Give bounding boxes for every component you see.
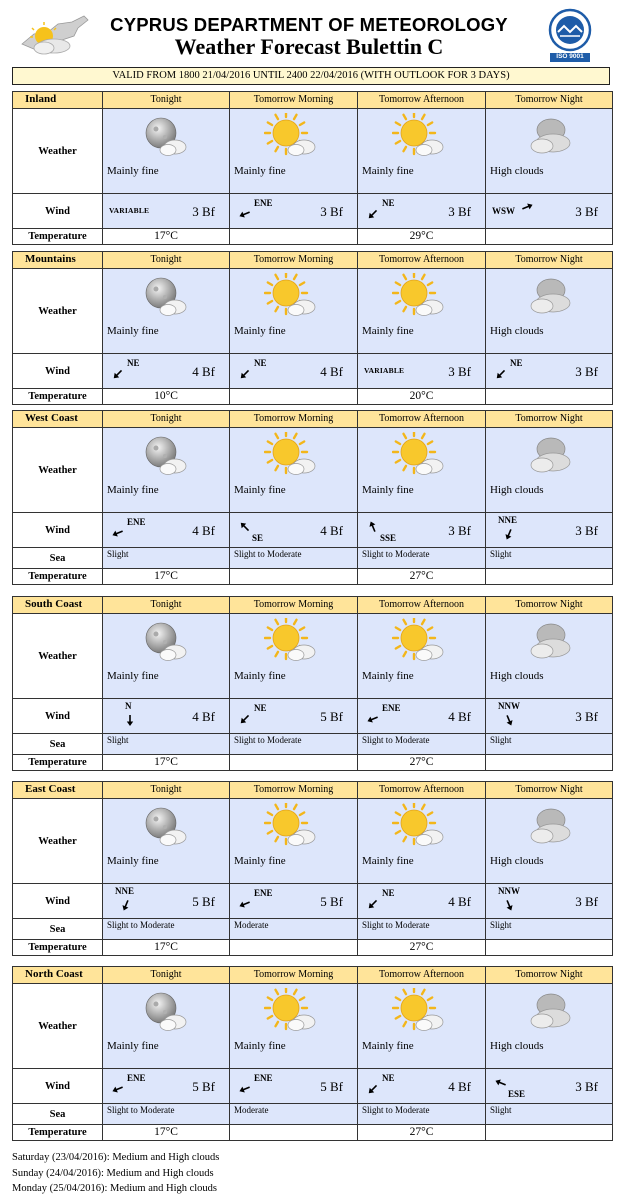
weather-description: Mainly fine [234, 484, 286, 496]
weather-description: High clouds [490, 855, 544, 867]
sun-cloud-icon [392, 618, 448, 666]
cloud-icon [520, 803, 576, 851]
wind-label: Wind [13, 354, 103, 389]
temperature-label: Temperature [13, 389, 103, 405]
wind-cell [486, 194, 613, 229]
wind-cell [103, 699, 230, 734]
sea-state: Slight [107, 549, 129, 559]
sea-state: Moderate [234, 1105, 269, 1115]
weather-description: Mainly fine [234, 855, 286, 867]
weather-cell [486, 984, 613, 1069]
sea-state: Moderate [234, 920, 269, 930]
wind-speed: 4 Bf [448, 1079, 471, 1094]
wind-label: Wind [13, 1069, 103, 1104]
region-table-north-coast [12, 966, 613, 1141]
sun-cloud-icon [264, 988, 320, 1036]
temperature-min: 17°C [103, 940, 230, 956]
wind-direction: NNE [115, 886, 135, 896]
weather-cell [230, 109, 358, 194]
cloud-icon [520, 618, 576, 666]
wind-arrow-icon [111, 526, 125, 540]
wind-cell [358, 884, 486, 919]
wind-cell [230, 1069, 358, 1104]
wind-direction: VARIABLE [364, 366, 405, 375]
wind-speed: 4 Bf [448, 894, 471, 909]
wind-direction: NE [510, 358, 523, 368]
wind-cell [358, 194, 486, 229]
sea-cell [358, 734, 486, 755]
wind-speed: 3 Bf [320, 204, 343, 219]
wind-direction: NE [254, 703, 267, 713]
wind-arrow-icon [238, 207, 252, 221]
period-header: Tomorrow Afternoon [358, 782, 486, 799]
weather-description: Mainly fine [362, 325, 414, 337]
sea-cell [486, 919, 613, 940]
wind-arrow-icon [119, 898, 133, 912]
wind-arrow-icon [366, 520, 380, 534]
weather-cell [103, 799, 230, 884]
moon-cloud-icon [137, 988, 193, 1036]
weather-cell [486, 614, 613, 699]
temperature-max: 29°C [358, 229, 486, 245]
wind-direction: WSW [492, 206, 516, 216]
wind-direction: NNW [498, 701, 520, 711]
temperature-max: 27°C [358, 755, 486, 771]
validity-banner: VALID FROM 1800 21/04/2016 UNTIL 2400 22/04/2016 (WITH OUTLOOK FOR 3 DAYS) [12, 67, 610, 85]
wind-speed: 3 Bf [575, 894, 598, 909]
weather-description: Mainly fine [234, 670, 286, 682]
sea-label: Sea [13, 1104, 103, 1125]
region-table-east-coast [12, 781, 613, 956]
wind-arrow-icon [494, 367, 508, 381]
temperature-empty [486, 940, 613, 956]
sun-cloud-icon [264, 432, 320, 480]
wind-direction: NE [382, 1073, 395, 1083]
period-header: Tomorrow Night [486, 411, 613, 428]
sun-cloud-icon [264, 113, 320, 161]
wind-direction: SSE [380, 533, 397, 543]
moon-cloud-icon [137, 113, 193, 161]
wind-speed: 5 Bf [192, 894, 215, 909]
cloud-icon [520, 432, 576, 480]
sea-cell [486, 1104, 613, 1125]
moon-cloud-icon [137, 803, 193, 851]
wind-cell [486, 699, 613, 734]
weather-cell [358, 799, 486, 884]
outlook-day-3: Monday (25/04/2016): Medium and High clouds [12, 1183, 218, 1194]
weather-cell [103, 614, 230, 699]
sea-state: Slight [107, 735, 129, 745]
wind-direction: NNW [498, 886, 520, 896]
moon-cloud-icon [137, 432, 193, 480]
outlook-day-1: Saturday (23/04/2016): Medium and High clouds [12, 1152, 220, 1163]
weather-description: High clouds [490, 165, 544, 177]
wind-label: Wind [13, 884, 103, 919]
weather-cell [230, 984, 358, 1069]
wind-arrow-icon [111, 1082, 125, 1096]
wind-cell [103, 884, 230, 919]
weather-description: Mainly fine [362, 484, 414, 496]
sun-cloud-icon [392, 432, 448, 480]
temperature-max: 27°C [358, 940, 486, 956]
sea-cell [103, 548, 230, 569]
sea-state: Slight to Moderate [107, 920, 175, 930]
sea-cell [230, 548, 358, 569]
sea-label: Sea [13, 548, 103, 569]
weather-description: Mainly fine [107, 165, 159, 177]
wind-speed: 3 Bf [575, 523, 598, 538]
period-header: Tomorrow Afternoon [358, 597, 486, 614]
wind-cell [230, 699, 358, 734]
wind-label: Wind [13, 699, 103, 734]
period-header: Tomorrow Afternoon [358, 92, 486, 109]
temperature-empty [486, 755, 613, 771]
temperature-max: 20°C [358, 389, 486, 405]
region-name: East Coast [13, 782, 103, 799]
temperature-empty [230, 229, 358, 245]
period-header: Tomorrow Morning [230, 411, 358, 428]
wind-arrow-icon [238, 367, 252, 381]
wind-speed: 3 Bf [575, 1079, 598, 1094]
wind-speed: 3 Bf [448, 204, 471, 219]
weather-description: Mainly fine [234, 165, 286, 177]
wind-label: Wind [13, 513, 103, 548]
wind-cell [358, 1069, 486, 1104]
sea-state: Slight to Moderate [362, 735, 430, 745]
temperature-label: Temperature [13, 755, 103, 771]
weather-description: High clouds [490, 1040, 544, 1052]
sea-state: Slight [490, 920, 512, 930]
period-header: Tomorrow Morning [230, 967, 358, 984]
sea-state: Slight to Moderate [362, 549, 430, 559]
weather-label: Weather [13, 614, 103, 699]
weather-description: Mainly fine [107, 484, 159, 496]
wind-direction: NNE [498, 515, 518, 525]
wind-speed: 5 Bf [192, 1079, 215, 1094]
period-header: Tomorrow Night [486, 967, 613, 984]
weather-cell [103, 984, 230, 1069]
wind-cell [103, 194, 230, 229]
temperature-empty [230, 755, 358, 771]
sea-label: Sea [13, 919, 103, 940]
period-header: Tonight [103, 967, 230, 984]
sea-state: Slight [490, 735, 512, 745]
wind-label: Wind [13, 194, 103, 229]
temperature-empty [486, 389, 613, 405]
wind-cell [230, 513, 358, 548]
region-name: Inland [13, 92, 103, 109]
wind-speed: 4 Bf [192, 364, 215, 379]
wind-cell [358, 354, 486, 389]
period-header: Tomorrow Morning [230, 597, 358, 614]
wind-arrow-icon [502, 713, 516, 727]
wind-arrow-icon [238, 520, 252, 534]
weather-label: Weather [13, 799, 103, 884]
weather-description: High clouds [490, 325, 544, 337]
sun-cloud-icon [264, 273, 320, 321]
temperature-max: 27°C [358, 1125, 486, 1141]
sea-cell [486, 548, 613, 569]
cloud-icon [520, 273, 576, 321]
iso-label: ISO 9001 [556, 53, 584, 60]
wind-direction: ENE [254, 198, 273, 208]
sea-cell [103, 734, 230, 755]
weather-description: Mainly fine [234, 325, 286, 337]
page-subtitle: Weather Forecast Bulettin C [174, 34, 444, 59]
sun-cloud-icon [264, 618, 320, 666]
sea-cell [358, 548, 486, 569]
wind-cell [230, 354, 358, 389]
weather-cell [486, 109, 613, 194]
wind-arrow-icon [366, 712, 380, 726]
temperature-empty [486, 229, 613, 245]
region-name: Mountains [13, 252, 103, 269]
wind-direction: ENE [127, 517, 146, 527]
period-header: Tomorrow Morning [230, 782, 358, 799]
weather-cell [230, 614, 358, 699]
wind-arrow-icon [366, 1082, 380, 1096]
temperature-min: 10°C [103, 389, 230, 405]
sea-state: Slight [490, 1105, 512, 1115]
period-header: Tomorrow Night [486, 252, 613, 269]
wind-direction: NE [127, 358, 140, 368]
wind-arrow-icon [366, 897, 380, 911]
wind-direction: N [125, 701, 132, 711]
sun-cloud-icon [392, 273, 448, 321]
sun-cloud-icon [264, 803, 320, 851]
wind-arrow-icon [238, 1082, 252, 1096]
wind-speed: 4 Bf [192, 523, 215, 538]
sea-state: Slight to Moderate [234, 549, 302, 559]
wind-cell [486, 1069, 613, 1104]
weather-description: Mainly fine [362, 670, 414, 682]
weather-cell [486, 799, 613, 884]
page-title: CYPRUS DEPARTMENT OF METEOROLOGY [110, 14, 508, 35]
wind-speed: 5 Bf [320, 709, 343, 724]
weather-description: High clouds [490, 484, 544, 496]
weather-cell [103, 109, 230, 194]
wind-arrow-icon [111, 367, 125, 381]
weather-description: Mainly fine [362, 165, 414, 177]
weather-description: Mainly fine [107, 325, 159, 337]
temperature-empty [230, 569, 358, 585]
region-name: West Coast [13, 411, 103, 428]
weather-cell [486, 428, 613, 513]
weather-cell [358, 428, 486, 513]
wind-arrow-icon [502, 898, 516, 912]
wind-direction: NE [382, 888, 395, 898]
moon-cloud-icon [137, 618, 193, 666]
wind-cell [103, 513, 230, 548]
wind-cell [358, 513, 486, 548]
region-table-west-coast [12, 410, 613, 585]
weather-cell [103, 269, 230, 354]
sea-state: Slight [490, 549, 512, 559]
sea-label: Sea [13, 734, 103, 755]
weather-label: Weather [13, 109, 103, 194]
region-name: North Coast [13, 967, 103, 984]
sea-state: Slight to Moderate [362, 1105, 430, 1115]
period-header: Tonight [103, 92, 230, 109]
weather-cell [358, 269, 486, 354]
wind-direction: ENE [254, 1073, 273, 1083]
weather-cell [358, 984, 486, 1069]
wind-speed: 5 Bf [320, 894, 343, 909]
wind-speed: 3 Bf [448, 364, 471, 379]
weather-description: High clouds [490, 670, 544, 682]
temperature-label: Temperature [13, 940, 103, 956]
weather-label: Weather [13, 269, 103, 354]
wind-speed: 4 Bf [192, 709, 215, 724]
wind-speed: 5 Bf [320, 1079, 343, 1094]
sea-cell [358, 919, 486, 940]
weather-label: Weather [13, 428, 103, 513]
wind-speed: 3 Bf [192, 204, 215, 219]
weather-cell [358, 109, 486, 194]
sea-cell [230, 919, 358, 940]
outlook-section [12, 1150, 219, 1197]
temperature-empty [486, 569, 613, 585]
weather-description: Mainly fine [362, 855, 414, 867]
temperature-label: Temperature [13, 229, 103, 245]
temperature-max: 27°C [358, 569, 486, 585]
wind-direction: VARIABLE [109, 206, 150, 215]
period-header: Tomorrow Afternoon [358, 252, 486, 269]
temperature-empty [230, 1125, 358, 1141]
outlook-day-2: Sunday (24/04/2016): Medium and High clouds [12, 1167, 214, 1179]
period-header: Tomorrow Afternoon [358, 967, 486, 984]
weather-cell [103, 428, 230, 513]
sea-state: Slight to Moderate [234, 735, 302, 745]
wind-arrow-icon [502, 527, 516, 541]
wind-direction: ENE [254, 888, 273, 898]
wind-speed: 4 Bf [320, 523, 343, 538]
sea-cell [358, 1104, 486, 1125]
temperature-min: 17°C [103, 569, 230, 585]
wind-speed: 3 Bf [448, 523, 471, 538]
sun-cloud-icon [392, 803, 448, 851]
weather-label: Weather [13, 984, 103, 1069]
wind-cell [486, 513, 613, 548]
wind-cell [358, 699, 486, 734]
moon-cloud-icon [137, 273, 193, 321]
weather-cell [230, 269, 358, 354]
region-table-inland [12, 91, 613, 245]
wind-direction: NE [254, 358, 267, 368]
period-header: Tonight [103, 411, 230, 428]
sea-cell [486, 734, 613, 755]
sea-cell [103, 919, 230, 940]
wind-speed: 3 Bf [575, 709, 598, 724]
temperature-min: 17°C [103, 1125, 230, 1141]
wind-cell [486, 884, 613, 919]
wind-cell [103, 354, 230, 389]
temperature-min: 17°C [103, 229, 230, 245]
temperature-label: Temperature [13, 1125, 103, 1141]
period-header: Tomorrow Night [486, 782, 613, 799]
wind-arrow-icon [238, 712, 252, 726]
wind-cell [230, 884, 358, 919]
period-header: Tonight [103, 252, 230, 269]
temperature-empty [230, 940, 358, 956]
sea-cell [230, 1104, 358, 1125]
sea-state: Slight to Moderate [362, 920, 430, 930]
temperature-min: 17°C [103, 755, 230, 771]
wind-speed: 3 Bf [575, 204, 598, 219]
weather-description: Mainly fine [234, 1040, 286, 1052]
wind-direction: NE [382, 198, 395, 208]
period-header: Tomorrow Afternoon [358, 411, 486, 428]
sun-cloud-icon [392, 988, 448, 1036]
wind-direction: ENE [127, 1073, 146, 1083]
wind-direction: SE [252, 533, 264, 543]
wind-arrow-icon [520, 200, 534, 214]
wind-arrow-icon [123, 713, 137, 727]
cloud-icon [520, 113, 576, 161]
period-header: Tonight [103, 782, 230, 799]
region-name: South Coast [13, 597, 103, 614]
weather-description: Mainly fine [362, 1040, 414, 1052]
period-header: Tomorrow Night [486, 597, 613, 614]
cloud-icon [520, 988, 576, 1036]
weather-cell [230, 428, 358, 513]
weather-description: Mainly fine [107, 1040, 159, 1052]
weather-description: Mainly fine [107, 855, 159, 867]
wind-direction: ENE [382, 703, 401, 713]
temperature-empty [486, 1125, 613, 1141]
wind-cell [103, 1069, 230, 1104]
wind-arrow-icon [366, 207, 380, 221]
wind-speed: 4 Bf [320, 364, 343, 379]
wind-cell [486, 354, 613, 389]
wind-cell [230, 194, 358, 229]
wind-direction: ESE [508, 1089, 526, 1099]
weather-cell [358, 614, 486, 699]
page-header [0, 0, 618, 64]
sea-cell [103, 1104, 230, 1125]
period-header: Tomorrow Morning [230, 92, 358, 109]
wind-speed: 3 Bf [575, 364, 598, 379]
region-table-south-coast [12, 596, 613, 771]
region-table-mountains [12, 251, 613, 405]
temperature-label: Temperature [13, 569, 103, 585]
period-header: Tomorrow Morning [230, 252, 358, 269]
sea-state: Slight to Moderate [107, 1105, 175, 1115]
period-header: Tonight [103, 597, 230, 614]
weather-description: Mainly fine [107, 670, 159, 682]
weather-cell [230, 799, 358, 884]
sea-cell [230, 734, 358, 755]
wind-arrow-icon [494, 1076, 508, 1090]
period-header: Tomorrow Night [486, 92, 613, 109]
wind-arrow-icon [238, 897, 252, 911]
weather-cell [486, 269, 613, 354]
sun-cloud-icon [392, 113, 448, 161]
wind-speed: 4 Bf [448, 709, 471, 724]
temperature-empty [230, 389, 358, 405]
